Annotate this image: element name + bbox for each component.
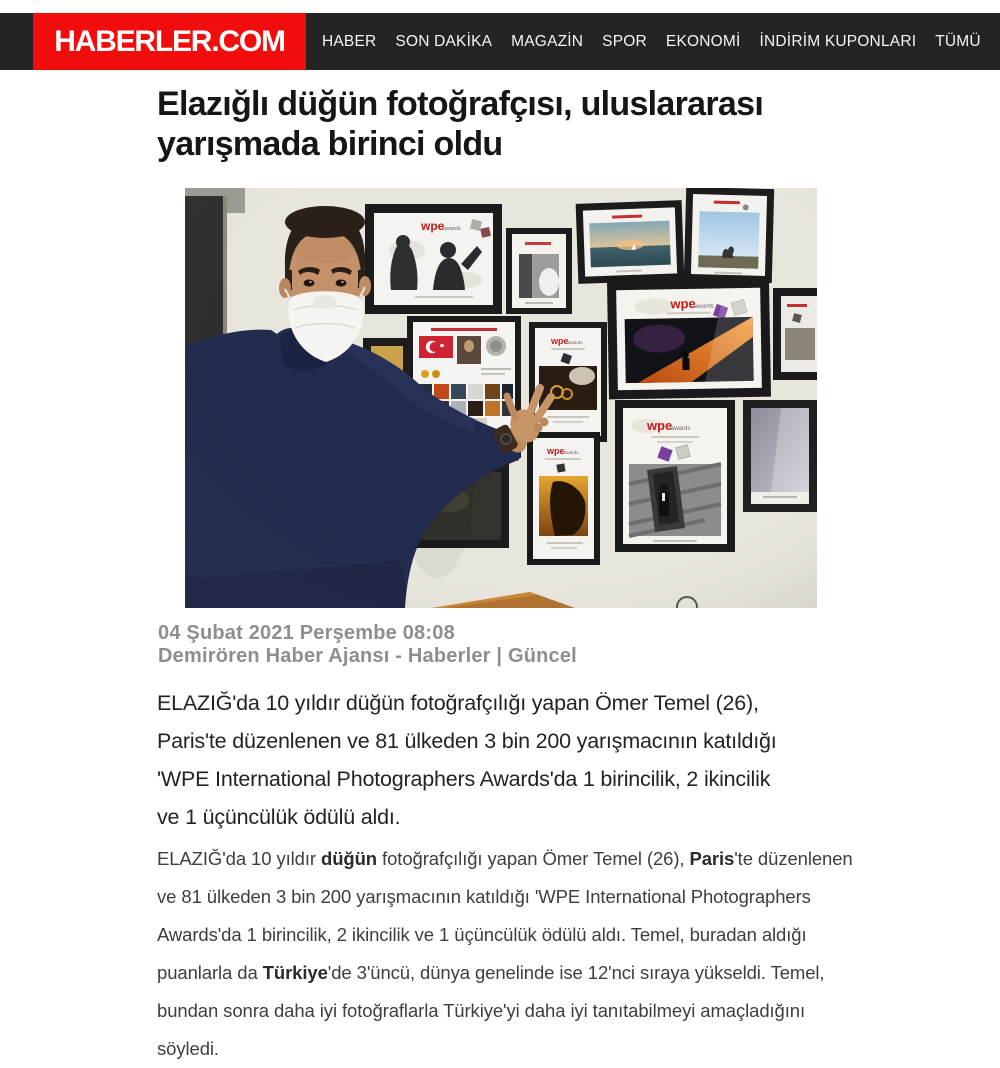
wpe-logo-text: wpe: [421, 219, 445, 233]
lead-line: ELAZIĞ'da 10 yıldır düğün fotoğrafçılığı yapan Ömer Temel (26),: [157, 691, 759, 715]
article-headline: [157, 84, 763, 164]
body-line: Awards'da 1 birincilik, 2 ikincilik ve 1 üçüncülük ödülü aldı. Temel, buradan aldığı: [157, 924, 807, 945]
body-line: söyledi.: [157, 1038, 219, 1059]
awards-logo-text: awards: [671, 426, 691, 432]
awards-logo-text: awards: [568, 340, 583, 345]
article-body: [157, 840, 853, 1068]
lead-line: 'WPE International Photographers Awards'da 1 birincilik, 2 ikincilik: [157, 767, 771, 791]
article-lead: [157, 684, 777, 836]
nav-item-magazin[interactable]: MAGAZİN: [511, 32, 584, 50]
wpe-logo-text: wpe: [551, 336, 569, 346]
main-nav: [322, 13, 981, 70]
awards-logo-text: awards: [694, 303, 714, 310]
body-line: bundan sonra daha iyi fotoğraflarla Türkiye'yi daha iyi tanıtabilmeyi amaçladığını: [157, 1000, 805, 1021]
nav-item-spor[interactable]: SPOR: [602, 32, 647, 50]
lead-line: ve 1 üçüncülük ödülü aldı.: [157, 805, 401, 829]
haberler-logo[interactable]: [33, 13, 306, 70]
headline-line-1: Elazığlı düğün fotoğrafçısı, uluslararası: [157, 85, 764, 123]
awards-logo-text: awards: [443, 226, 461, 232]
nav-item-son-dakika[interactable]: SON DAKİKA: [395, 32, 493, 50]
article-source: Demirören Haber Ajansı - Haberler | Güncel: [158, 645, 577, 667]
nav-item-haber[interactable]: HABER: [322, 32, 377, 50]
haberler-logo-text: HABERLER.COM: [54, 24, 285, 58]
nav-item-tumu[interactable]: TÜMÜ: [935, 32, 981, 50]
awards-logo-text: awards: [564, 450, 579, 455]
nav-item-ekonomi[interactable]: EKONOMİ: [665, 32, 741, 50]
photo-canvas: [185, 188, 817, 608]
wpe-logo-text: wpe: [670, 295, 696, 312]
headline-line-2: yarışmada birinci oldu: [157, 125, 503, 163]
body-line: ve 81 ülkeden 3 bin 200 yarışmacının katıldığı 'WPE International Photographers: [157, 886, 811, 907]
nav-item-indirim-kuponlari[interactable]: İNDİRİM KUPONLARI: [759, 32, 917, 50]
wpe-logo-text: wpe: [647, 418, 673, 433]
top-navigation-bar: [0, 13, 1000, 70]
article-photo: [185, 188, 817, 608]
article-date: 04 Şubat 2021 Perşembe 08:08: [158, 622, 455, 644]
article-meta: [158, 622, 577, 668]
lead-line: Paris'te düzenlenen ve 81 ülkeden 3 bin 200 yarışmacının katıldığı: [157, 729, 777, 753]
wpe-logo-text: wpe: [547, 446, 565, 456]
body-line: puanlarla da Türkiye'de 3'üncü, dünya genelinde ise 12'nci sıraya yükseldi. Temel,: [157, 962, 825, 983]
body-line: ELAZIĞ'da 10 yıldır düğün fotoğrafçılığı yapan Ömer Temel (26), Paris'te düzenlenen: [157, 848, 853, 869]
